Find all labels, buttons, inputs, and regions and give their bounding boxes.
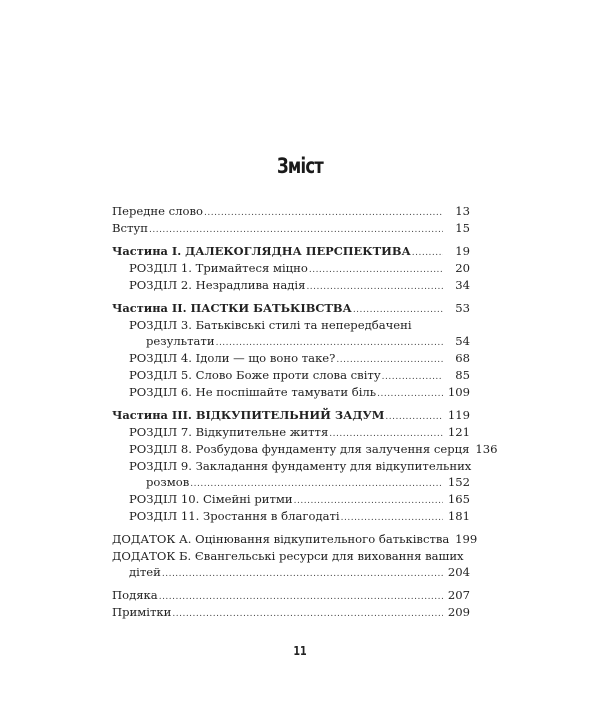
dot-leader	[162, 566, 443, 583]
toc-entry-label-line1: ДОДАТОК Б. Євангельські ресурси для виховання ваших	[112, 549, 464, 563]
toc-appendix-b[interactable]	[112, 548, 470, 581]
toc-page-number: 54	[455, 334, 470, 348]
toc-chapter-10[interactable]	[112, 491, 470, 508]
toc-page-number: 109	[447, 385, 470, 399]
toc-page-number: 85	[455, 368, 470, 382]
toc-page-number: 20	[455, 261, 470, 275]
toc-appendix-a[interactable]	[112, 531, 478, 548]
table-of-contents	[112, 203, 498, 621]
toc-page-number: 152	[447, 475, 470, 489]
dot-leader	[353, 302, 443, 319]
toc-entry-label: РОЗДІЛ 11. Зростання в благодаті	[129, 509, 340, 523]
toc-chapter-4[interactable]	[112, 350, 470, 367]
toc-chapter-2[interactable]	[112, 277, 470, 294]
toc-chapter-11[interactable]	[112, 508, 470, 525]
toc-page-number: 204	[447, 565, 470, 579]
toc-page-number: 13	[455, 204, 470, 218]
toc-entry-label: РОЗДІЛ 5. Слово Боже проти слова світу	[129, 368, 381, 382]
toc-entry-label-line2: дітей	[129, 565, 161, 579]
toc-part-3[interactable]	[112, 407, 470, 424]
toc-page-number: 207	[447, 588, 470, 602]
toc-entry-label: Вступ	[112, 221, 148, 235]
toc-part-1[interactable]	[112, 243, 470, 260]
toc-entry-label: Частина ІІ. ПАСТКИ БАТЬКІВСТВА	[112, 301, 352, 315]
toc-page-number: 209	[447, 605, 470, 619]
toc-page-number: 15	[455, 221, 470, 235]
toc-entry-label-line2: результати	[146, 334, 215, 348]
toc-entry-label-line1: РОЗДІЛ 3. Батьківські стилі та непередбачені	[129, 318, 412, 332]
toc-entry-label: РОЗДІЛ 8. Розбудова фундаменту для залучення серця	[129, 442, 470, 456]
toc-page-number: 199	[455, 532, 478, 546]
toc-entry-label: РОЗДІЛ 10. Сімейні ритми	[129, 492, 293, 506]
toc-chapter-1[interactable]	[112, 260, 470, 277]
toc-page-number: 53	[455, 301, 470, 315]
toc-page-number: 136	[475, 442, 498, 456]
page-number: 11	[293, 644, 307, 658]
toc-entry-label: РОЗДІЛ 6. Не поспішайте тамувати біль	[129, 385, 377, 399]
toc-entry-label: Передне слово	[112, 204, 204, 218]
dot-leader	[306, 279, 443, 296]
toc-part-2[interactable]	[112, 300, 470, 317]
toc-notes[interactable]	[112, 604, 470, 621]
toc-chapter-3[interactable]	[112, 317, 470, 350]
toc-entry-label: Частина І. ДАЛЕКОГЛЯДНА ПЕРСПЕКТИВА	[112, 244, 411, 258]
toc-entry-label: Примітки	[112, 605, 172, 619]
dot-leader	[341, 510, 443, 527]
toc-page-number: 119	[447, 408, 470, 422]
toc-chapter-8[interactable]	[112, 441, 498, 458]
toc-entry-label: ДОДАТОК А. Оцінювання відкупительного батьківства	[112, 532, 450, 546]
toc-entry-label-line2: розмов	[146, 475, 190, 489]
page-title: Зміст	[277, 154, 323, 178]
dot-leader	[149, 222, 443, 239]
toc-page-number: 34	[455, 278, 470, 292]
toc-chapter-5[interactable]	[112, 367, 470, 384]
toc-page-number: 19	[455, 244, 470, 258]
toc-entry-label: РОЗДІЛ 1. Тримайтеся міцно	[129, 261, 308, 275]
toc-entry-label-line1: РОЗДІЛ 9. Закладання фундаменту для відкупительних	[129, 459, 472, 473]
toc-entry-label: Частина ІІІ. ВІДКУПИТЕЛЬНИЙ ЗАДУМ	[112, 408, 385, 422]
toc-page-number: 165	[447, 492, 470, 506]
dot-leader	[172, 606, 443, 623]
toc-chapter-6[interactable]	[112, 384, 470, 401]
toc-entry-foreword[interactable]	[112, 203, 470, 220]
toc-entry-label: РОЗДІЛ 7. Відкупительне життя	[129, 425, 329, 439]
toc-entry-label: РОЗДІЛ 2. Незрадлива надія	[129, 278, 306, 292]
toc-entry-label: РОЗДІЛ 4. Ідоли — що воно таке?	[129, 351, 336, 365]
toc-entry-introduction[interactable]	[112, 220, 470, 237]
toc-entry-label: Подяка	[112, 588, 158, 602]
toc-page-number: 181	[447, 509, 470, 523]
toc-page-number: 121	[447, 425, 470, 439]
dot-leader	[377, 386, 443, 403]
toc-page-number: 68	[455, 351, 470, 365]
toc-acknowledgements[interactable]	[112, 587, 470, 604]
toc-chapter-9[interactable]	[112, 458, 470, 491]
toc-chapter-7[interactable]	[112, 424, 470, 441]
